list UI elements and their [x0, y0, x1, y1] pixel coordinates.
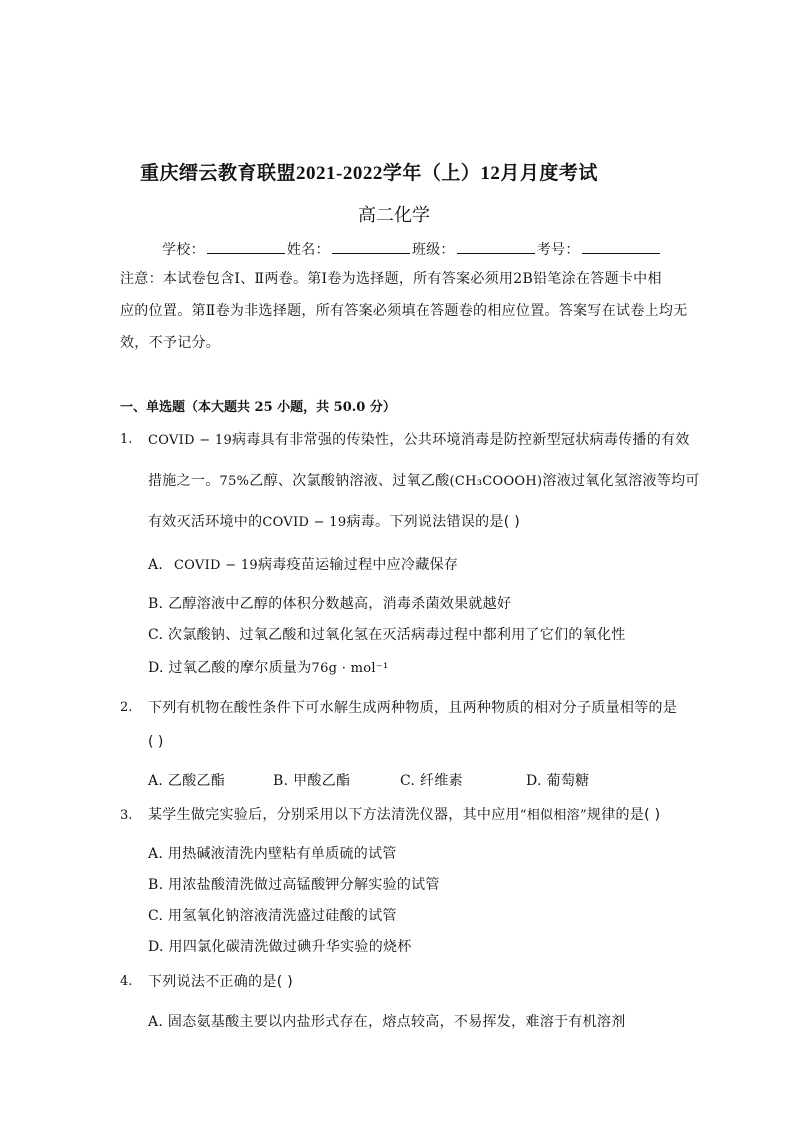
- q3-line-1: [148, 804, 660, 824]
- q3-answer-paren[interactable]: ( ): [644, 807, 661, 823]
- q2-number: 2.: [120, 700, 133, 715]
- q1-text-2a: 措施之一。: [148, 473, 220, 489]
- class-label: 班级：: [411, 242, 455, 258]
- q1-line-1: [148, 429, 690, 449]
- q1-text-3a: 有效灭活环境中的: [148, 514, 263, 530]
- q3-option-c[interactable]: C. 用氢氧化钠溶液清洗盛过硅酸的试管: [148, 908, 397, 924]
- q1-percent: 75%: [219, 474, 250, 489]
- q3-option-a[interactable]: A. 用热碱液清洗内壁粘有单质硫的试管: [148, 846, 397, 862]
- q1-option-d-text: D. 过氧乙酸的摩尔质量为: [148, 660, 312, 676]
- q1-line-2: [148, 470, 700, 490]
- section-heading: 一、单选题（本大题共 25 小题，共 50.0 分）: [120, 400, 396, 415]
- class-blank[interactable]: [457, 241, 535, 254]
- q1-option-d[interactable]: [148, 657, 388, 677]
- q1-option-a[interactable]: [148, 554, 458, 574]
- page-subtitle: 高二化学: [358, 205, 430, 226]
- q1-covid-term-2: COVID − 19: [262, 515, 347, 530]
- id-blank[interactable]: [582, 241, 660, 254]
- q1-option-b[interactable]: B. 乙醇溶液中乙醇的体积分数越高，消毒杀菌效果就越好: [148, 596, 512, 612]
- q1-option-a-term: COVID − 19: [173, 558, 258, 573]
- student-info-row: [162, 239, 662, 259]
- q1-option-d-unit: 76g · mol⁻¹: [311, 661, 389, 676]
- notice-line-1: 注意：本试卷包含Ⅰ、Ⅱ两卷。第Ⅰ卷为选择题，所有答案必须用2B铅笔涂在答题卡中相: [120, 271, 662, 287]
- q4-text: 下列说法不正确的是: [148, 974, 277, 990]
- q3-number: 3.: [120, 808, 133, 823]
- q1-option-a-label: A.: [148, 557, 164, 573]
- q1-text-1: 病毒具有非常强的传染性，公共环境消毒是防控新型冠状病毒传播的有效: [232, 432, 690, 448]
- q3-option-b[interactable]: B. 用浓盐酸清洗做过高锰酸钾分解实验的试管: [148, 877, 440, 893]
- q2-option-b[interactable]: B. 甲酸乙酯: [273, 773, 351, 789]
- q1-option-c[interactable]: C. 次氯酸钠、过氧乙酸和过氧化氢在灭活病毒过程中都利用了它们的氧化性: [148, 627, 626, 643]
- q2-option-a[interactable]: A. 乙酸乙酯: [148, 773, 226, 789]
- q3-option-d[interactable]: D. 用四氯化碳清洗做过碘升华实验的烧杯: [148, 939, 412, 955]
- q2-answer-paren[interactable]: ( ): [148, 734, 164, 750]
- page-title: 重庆缙云教育联盟2021-2022学年（上）12月月度考试: [140, 163, 598, 184]
- q1-text-3c: 病毒。下列说法错误的是: [346, 514, 504, 530]
- q1-formula: (CH₃COOOH): [449, 474, 543, 489]
- q1-text-2e: 溶液过氧化氢溶液等均可: [542, 473, 700, 489]
- name-blank[interactable]: [332, 241, 410, 254]
- notice-line-3: 效，不予记分。: [120, 335, 221, 351]
- q1-option-a-text: 病毒疫苗运输过程中应冷藏保存: [257, 557, 459, 573]
- q2-line-1: 下列有机物在酸性条件下可水解生成两种物质，且两种物质的相对分子质量相等的是: [148, 700, 678, 716]
- q4-number: 4.: [120, 974, 133, 989]
- school-label: 学校：: [162, 242, 205, 258]
- q1-text-2c: 乙醇、次氯酸钠溶液、过氧乙酸: [249, 473, 450, 489]
- school-blank[interactable]: [207, 241, 285, 254]
- q2-option-d[interactable]: D. 葡萄糖: [526, 773, 590, 789]
- q3-text-c: 规律的是: [586, 807, 645, 823]
- id-label: 考号：: [536, 242, 580, 258]
- q4-option-a[interactable]: A. 固态氨基酸主要以内盐形式存在，熔点较高，不易挥发，难溶于有机溶剂: [148, 1014, 626, 1030]
- q4-answer-paren[interactable]: ( ): [276, 974, 293, 990]
- q1-covid-term: COVID − 19: [148, 433, 233, 448]
- q1-number: 1.: [120, 432, 133, 447]
- q3-text-a: 某学生做完实验后，分别采用以下方法清洗仪器，其中应用: [148, 807, 520, 823]
- q1-answer-paren[interactable]: ( ): [503, 514, 521, 530]
- notice-line-2: 应的位置。第Ⅱ卷为非选择题，所有答案必须填在答题卷的相应位置。答案写在试卷上均无: [120, 303, 688, 319]
- name-label: 姓名：: [286, 242, 330, 258]
- q1-line-3: [148, 511, 520, 531]
- q4-line-1: [148, 971, 293, 991]
- q3-quote: “相似相溶”: [519, 808, 587, 823]
- q2-option-c[interactable]: C. 纤维素: [400, 773, 463, 789]
